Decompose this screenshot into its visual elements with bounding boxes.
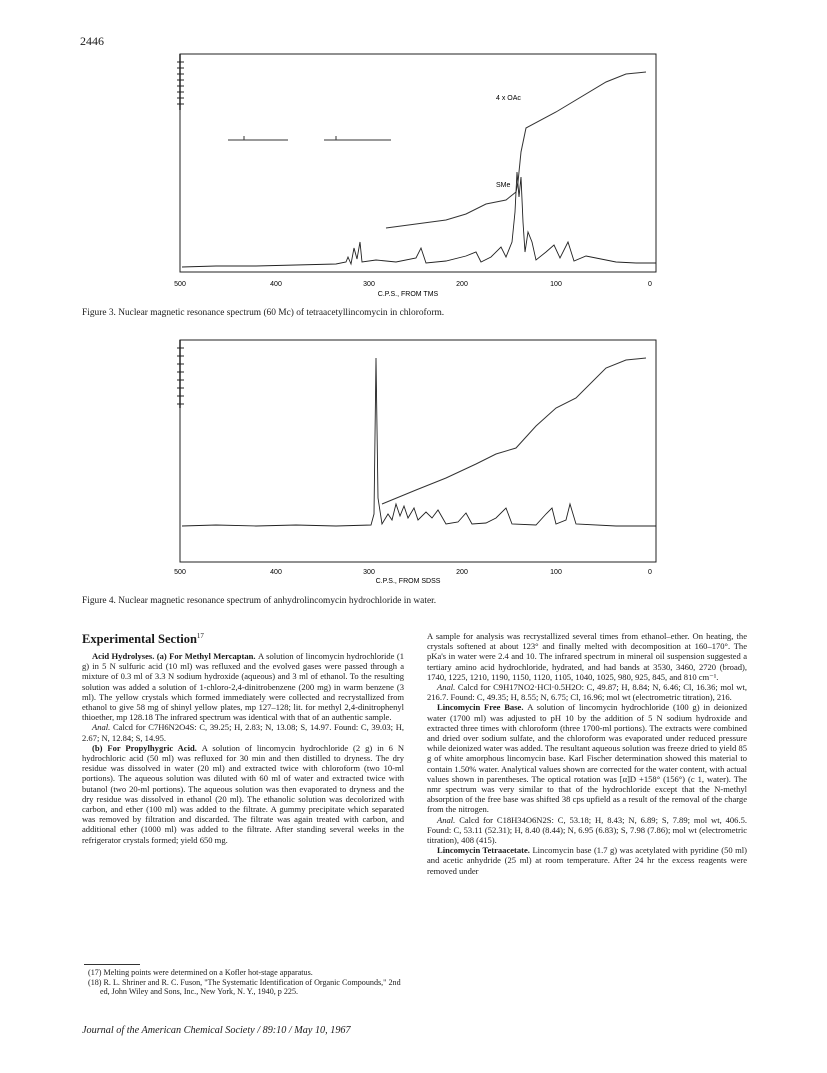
paragraph-heading: Lincomycin Tetraacetate. [437, 845, 533, 856]
paragraph: A sample for analysis was recrystallized several times from ethanol–ether. On heating, the crystals softened at about 123° and finally melted with decomposition at 160–170°. The pKa's in water were 2.4 and 10. The infrared spectrum in mineral oil suspension suggested a tertiary amino acid hydrochloride, hydrated, and had bands at 3530, 3460, 2720 (broad), 1740, 1225, 1210, 1190, 1150, 1120, 1105, 1040, 1025, 980, 925, 845, and 810 cm⁻¹. [427, 631, 747, 682]
right-column [427, 631, 747, 876]
figure-4-tick-400: 400 [270, 569, 282, 576]
footnote-17: (17) Melting points were determined on a Kofler hot-stage apparatus. [88, 968, 313, 977]
peak-label-oac: 4 x OAc [496, 95, 521, 102]
figure-3-tick-100: 100 [550, 281, 562, 288]
figure-4-tick-500: 500 [174, 569, 186, 576]
paragraph: Lincomycin Tetraacetate. Lincomycin base (1.7 g) was acetylated with pyridine (50 ml) and acetic anhydride (25 ml) at room temperature. After 24 hr the excess reagents were removed under [427, 845, 747, 876]
journal-citation: Journal of the American Chemical Society / 89:10 / May 10, 1967 [82, 1025, 351, 1036]
figure-3-tick-500: 500 [174, 281, 186, 288]
peak-label-sme: SMe [496, 182, 511, 189]
paragraph-heading: Anal. [92, 722, 113, 733]
paragraph: Anal. Calcd for C18H34O6N2S: C, 53.18; H, 8.43; N, 6.89; S, 7.89; mol wt, 406.5. Found: C, 53.11 (52.31); H, 8.40 (8.44); N, 6.95 (6.83); S, 7.98 (7.86); mol wt (electrometric titration), 408 (415). [427, 814, 747, 846]
paragraph-heading: Anal. [437, 682, 458, 693]
paragraph-heading: (b) For Propylhygric Acid. [92, 742, 202, 753]
paragraph: Anal. Calcd for C9H17NO2·HCl·0.5H2O: C, 49.87; H, 8.84; N, 6.46; Cl, 16.36; mol wt, 216.7. Found: C, 49.35; H, 8.55; N, 6.75; Cl, 16.96; mol wt (electrometric titration), 216. [427, 682, 747, 703]
figure-3-tick-0: 0 [648, 281, 652, 288]
paragraph-heading: Lincomycin Free Base. [437, 702, 528, 713]
footnote-divider [84, 964, 140, 965]
figure-4-axis-title: C.P.S., FROM SDSS [375, 578, 441, 585]
figure-3-tick-400: 400 [270, 281, 282, 288]
figure-4-tick-100: 100 [550, 569, 562, 576]
figure-3-tick-300: 300 [363, 281, 375, 288]
section-heading-text: Experimental Section [82, 632, 197, 647]
figure-3-caption: Figure 3. Nuclear magnetic resonance spectrum (60 Mc) of tetraacetyllincomycin in chloroform. [82, 308, 445, 318]
section-heading [82, 632, 204, 647]
paragraph: Acid Hydrolyses. (a) For Methyl Mercaptan. A solution of lincomycin hydrochloride (1 g) in 5 N sulfuric acid (10 ml) was refluxed and the evolved gases were passed through a mixture of 0.3 ml of 3.3 N sodium hydroxide (aqueous) and 3 ml of ethanol. To the resulting solution was added a solution of 1-chloro-2,4-dinitrobenzene (200 mg) in warm benzene (3 ml). The yellow crystals which formed immediately were collected and recrystallized from ethanol to give 58 mg of shinyl yellow plates, mp 127–128; lit. for methyl 2,4-dinitrophenyl thioether, mp 128.18 The infrared spectrum was identical with that of an authentic sample. [82, 651, 404, 723]
footnotes [82, 968, 404, 997]
figure-4-caption: Figure 4. Nuclear magnetic resonance spectrum of anhydrolincomycin hydrochloride in water. [82, 596, 437, 606]
page-number: 2446 [80, 34, 104, 48]
left-column [82, 651, 404, 845]
figure-4-tick-300: 300 [363, 569, 375, 576]
paragraph: Anal. Calcd for C7H6N2O4S: C, 39.25; H, 2.83; N, 13.08; S, 14.97. Found: C, 39.03; H, 2.67; N, 12.84; S, 14.95. [82, 722, 405, 743]
paragraph: Lincomycin Free Base. A solution of lincomycin hydrochloride (100 g) in deionized water (1700 ml) was adjusted to pH 10 by the addition of 5 N sodium hydroxide and extracted three times with chloroform (three 1700-ml portions). The extracts were combined and dried over sodium sulfate, and the chloroform was evaporated under reduced pressure while deionized water was added. The resultant aqueous solution was freeze dried to yield 85 g of white amorphous lincomycin base. Karl Fischer determination showed this material to contain 1.50% water. Analytical values shown are corrected for the water content, with actual values shown in parentheses. The optical rotation was [α]D +158° (156°) (c 1, water). The nmr spectrum was very similar to that of the hydrochloride except that the N-methyl absorption of the free base was shifted 38 cps upfield as a result of the removal of the charge from the nitrogen. [427, 702, 747, 815]
section-heading-ref: 17 [196, 632, 204, 640]
paragraph: (b) For Propylhygric Acid. A solution of lincomycin hydrochloride (2 g) in 6 N hydrochloric acid (50 ml) was refluxed for 30 min and then distilled to dryness. The dry residue was dissolved in water (20 ml) and extracted twice with chloroform (two 10-ml portions). The aqueous solution was diluted with 60 ml of water and extracted twice with butanol (two 20-ml portions). The aqueous solution was then evaporated to dryness and the dry residue was dissolved in ethanol (20 ml). The ethanolic solution was decolorized with carbon, and ether (100 ml) was added to the filtrate. A gummy precipitate which separated was removed by filtration and discarded. The filtrate was again treated with carbon, and additional ether (1000 ml) was added to the filtrate. After standing several weeks in the refrigerator crystals formed; yield 650 mg. [82, 742, 405, 845]
paragraph-heading: Acid Hydrolyses. (a) For Methyl Mercaptan. [92, 651, 258, 661]
figure-3-axis-title: C.P.S., FROM TMS [377, 291, 439, 298]
figure-4-nmr-spectrum [176, 338, 662, 586]
figure-3-nmr-spectrum [176, 52, 662, 302]
figure-4-tick-200: 200 [456, 569, 468, 576]
figure-3-tick-200: 200 [456, 281, 468, 288]
footnote-18: (18) R. L. Shriner and R. C. Fuson, "The Systematic Identification of Organic Compounds," 2nd ed, John Wiley and Sons, Inc., New York, N. Y., 1940, p 225. [88, 977, 401, 997]
figure-4-tick-0: 0 [648, 569, 652, 576]
paragraph-heading: Anal. [437, 814, 460, 825]
